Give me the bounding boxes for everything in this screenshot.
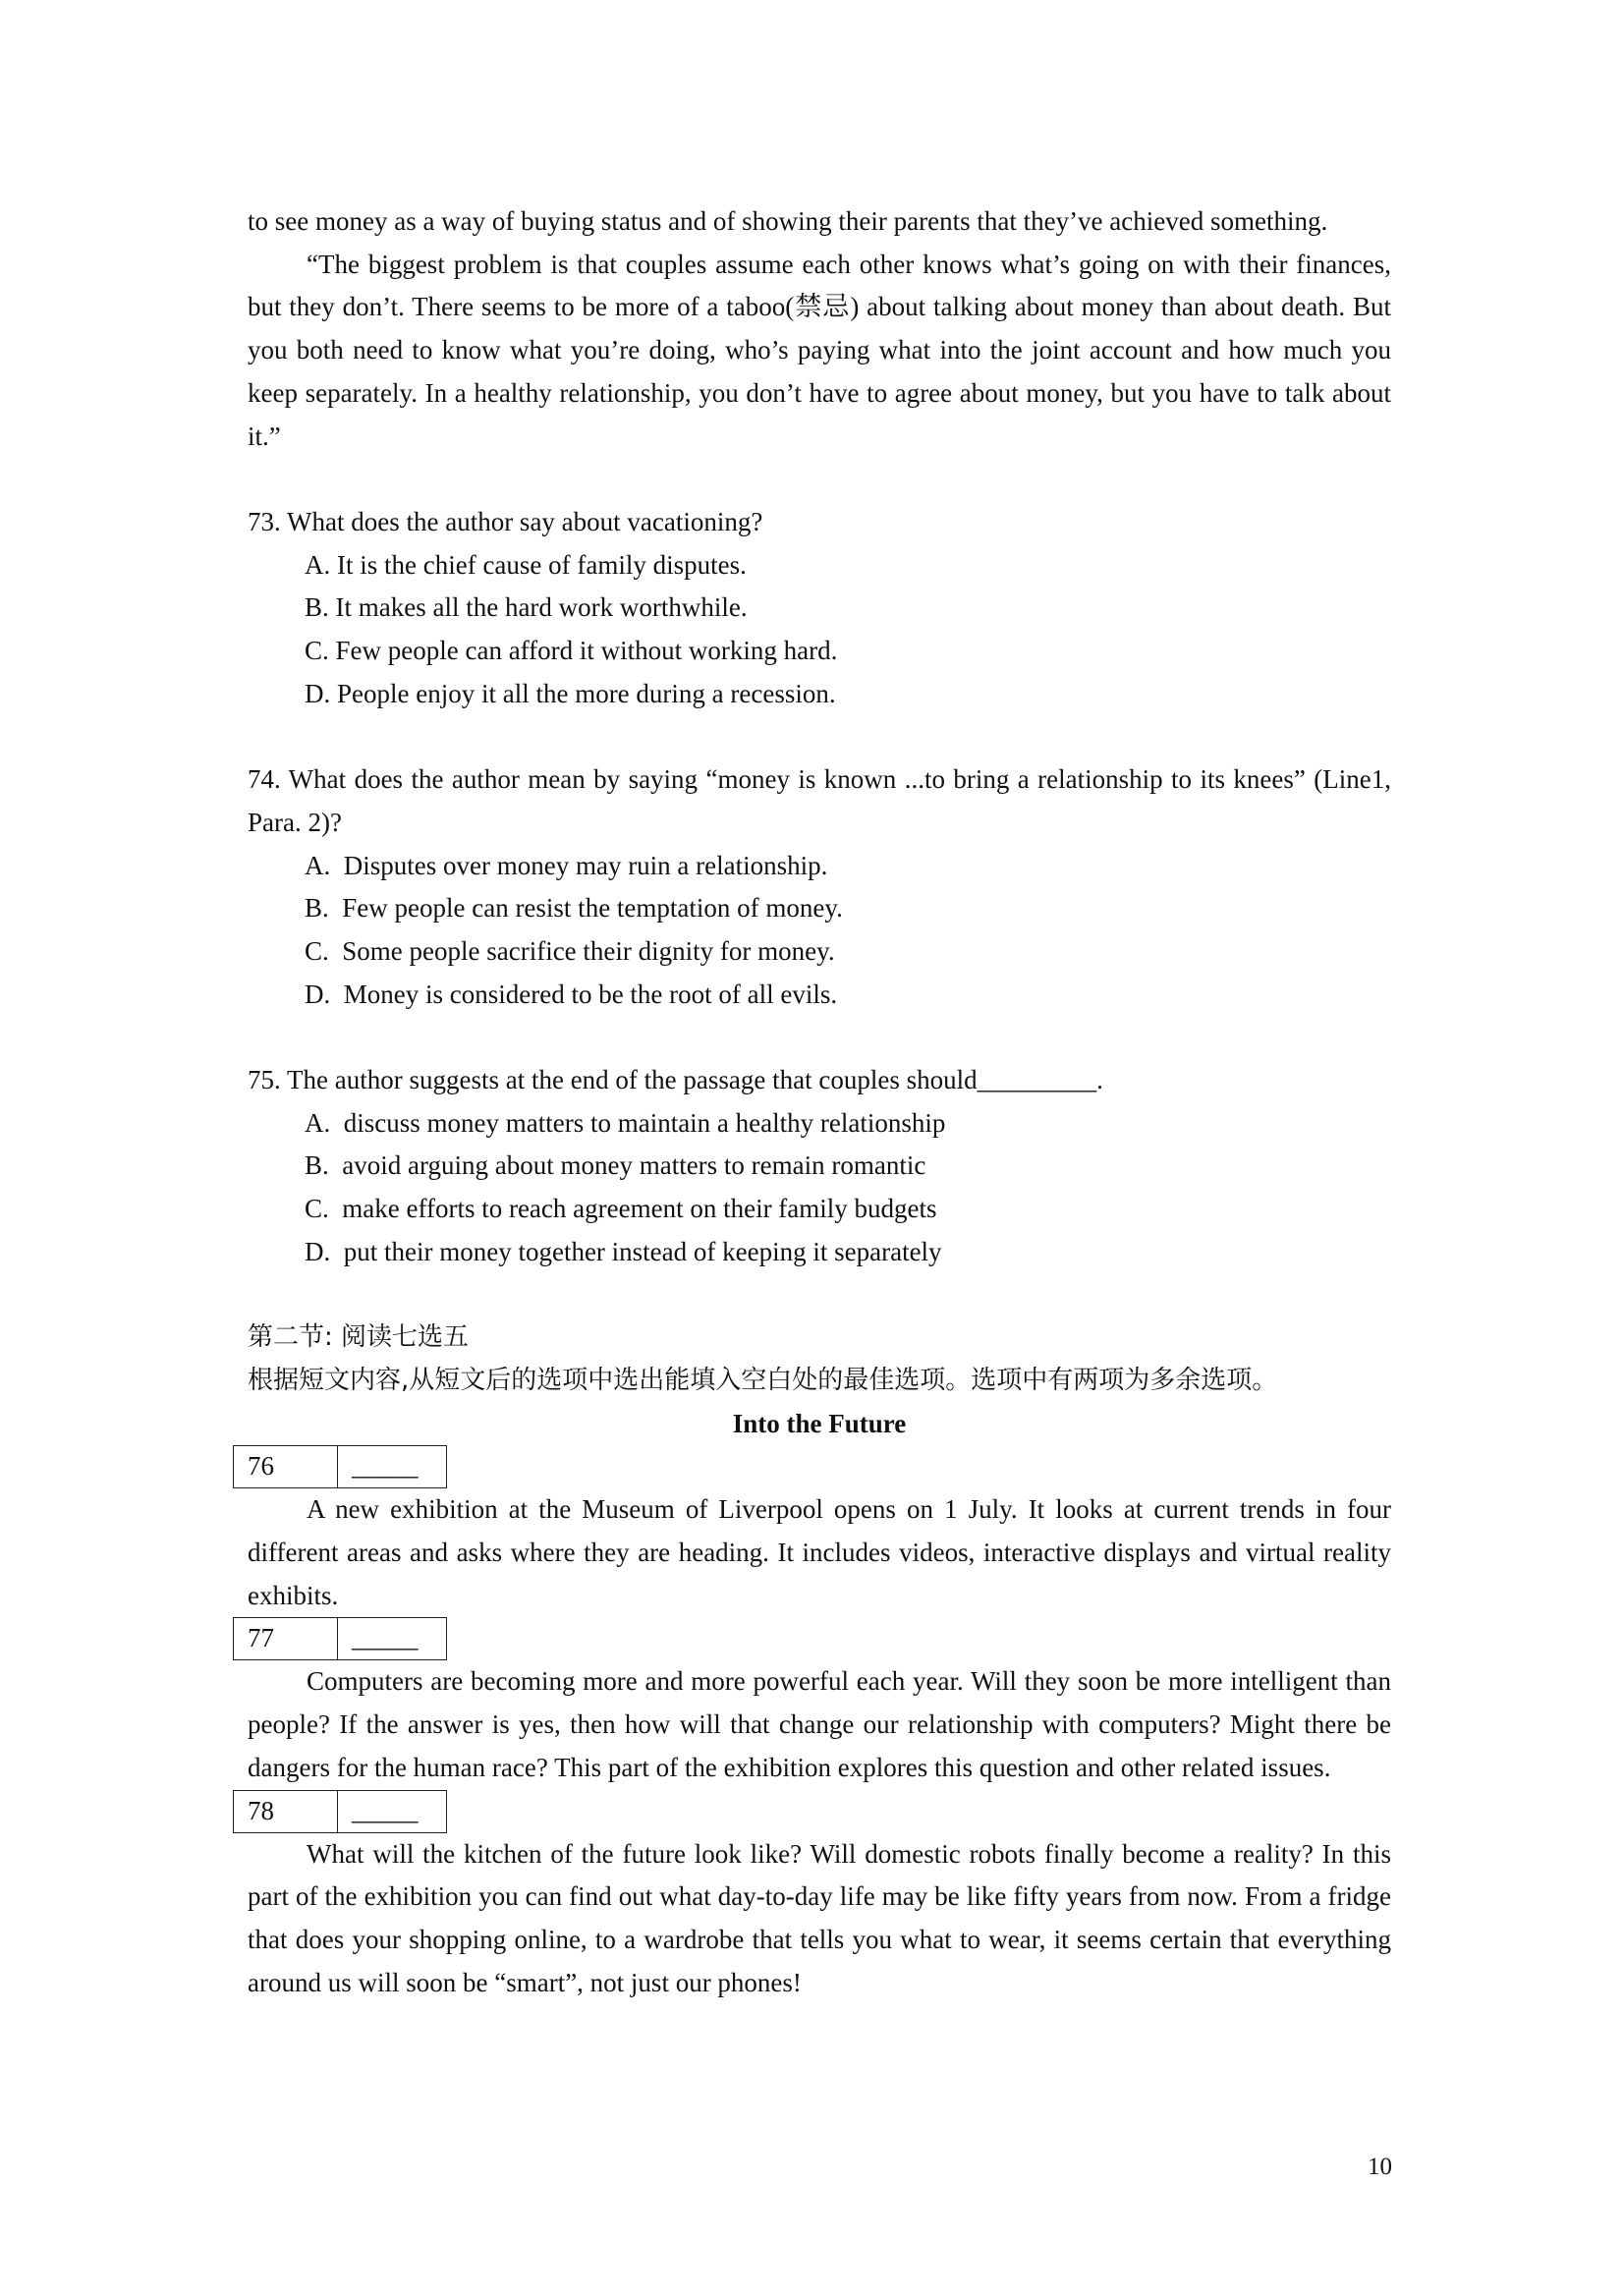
page-number: 10 xyxy=(1368,2154,1392,2180)
option-a: A. It is the chief cause of family disputes. xyxy=(305,549,747,580)
answer-box-number: 77 xyxy=(234,1618,338,1659)
passage-paragraph: A new exhibition at the Museum of Liverpool opens on 1 July. It looks at current trends in four different areas and asks where they are heading. It includes videos, interactive displays and virtual reality exhibits. xyxy=(248,1494,1391,1610)
answer-box-76 xyxy=(233,1445,447,1488)
option-a: A. discuss money matters to maintain a healthy relationship xyxy=(305,1107,946,1138)
option-d: D. People enjoy it all the more during a recession. xyxy=(305,678,836,708)
passage-paragraph: What will the kitchen of the future look like? Will domestic robots finally become a reality? In this part of the exhibition you can find out what day-to-day life may be like fifty years from now. From a fridge that does your shopping online, to a wardrobe that tells you what to wear, it seems certain that everything around us will soon be “smart”, not just our phones! xyxy=(248,1838,1391,1997)
question-stem: 75. The author suggests at the end of the passage that couples should_________. xyxy=(248,1065,1103,1095)
answer-blank: _____ xyxy=(352,1623,419,1653)
option-b: B. avoid arguing about money matters to remain romantic xyxy=(305,1150,926,1181)
option-c: C. make efforts to reach agreement on their family budgets xyxy=(305,1194,937,1224)
option-c: C. Some people sacrifice their dignity for money. xyxy=(305,935,835,966)
passage-paragraph: Computers are becoming more and more powerful each year. Will they soon be more intelligent than people? If the answer is yes, then how will that change our relationship with computers? Might there be dangers for the human race? This part of the exhibition explores this question and other related issues. xyxy=(248,1666,1391,1782)
answer-box-number: 76 xyxy=(234,1446,338,1487)
option-c: C. Few people can afford it without working hard. xyxy=(305,636,838,666)
question-74 xyxy=(248,758,1391,1016)
passage-paragraph: “The biggest problem is that couples assume each other knows what’s going on with their finances, but they don’t. There seems to be more of a taboo(禁忌) about talking about money than about death. But you both need to know what you’re doing, who’s paying what into the joint account and how much you keep separately. In a healthy relationship, you don’t have to agree about money, but you have to talk about it.” xyxy=(248,249,1391,451)
answer-blank: _____ xyxy=(352,1451,419,1482)
option-d: D. Money is considered to be the root of all evils. xyxy=(305,979,838,1009)
document-page xyxy=(248,200,1391,2004)
answer-box-number: 78 xyxy=(234,1791,338,1832)
passage-title: Into the Future xyxy=(732,1408,907,1438)
answer-blank: _____ xyxy=(352,1795,419,1825)
answer-box-77 xyxy=(233,1617,447,1660)
section-heading: 第二节: 阅读七选五 xyxy=(248,1322,470,1353)
question-stem: 74. What does the author mean by saying “money is known ...to bring a relationship to its knees” (Line1, Para. 2)? xyxy=(248,764,1391,837)
section-instruction: 根据短文内容,从短文后的选项中选出能填入空白处的最佳选项。选项中有两项为多余选项。 xyxy=(248,1365,1278,1395)
option-a: A. Disputes over money may ruin a relationship. xyxy=(305,850,828,880)
option-b: B. It makes all the hard work worthwhile. xyxy=(305,592,748,623)
option-d: D. put their money together instead of keeping it separately xyxy=(305,1236,942,1266)
option-b: B. Few people can resist the temptation of money. xyxy=(305,893,843,924)
question-stem: 73. What does the author say about vacationing? xyxy=(248,506,763,536)
question-73 xyxy=(248,501,1391,716)
passage-paragraph: to see money as a way of buying status and of showing their parents that they’ve achieved something. xyxy=(248,206,1328,236)
question-75 xyxy=(248,1059,1391,1274)
answer-box-78 xyxy=(233,1790,447,1833)
